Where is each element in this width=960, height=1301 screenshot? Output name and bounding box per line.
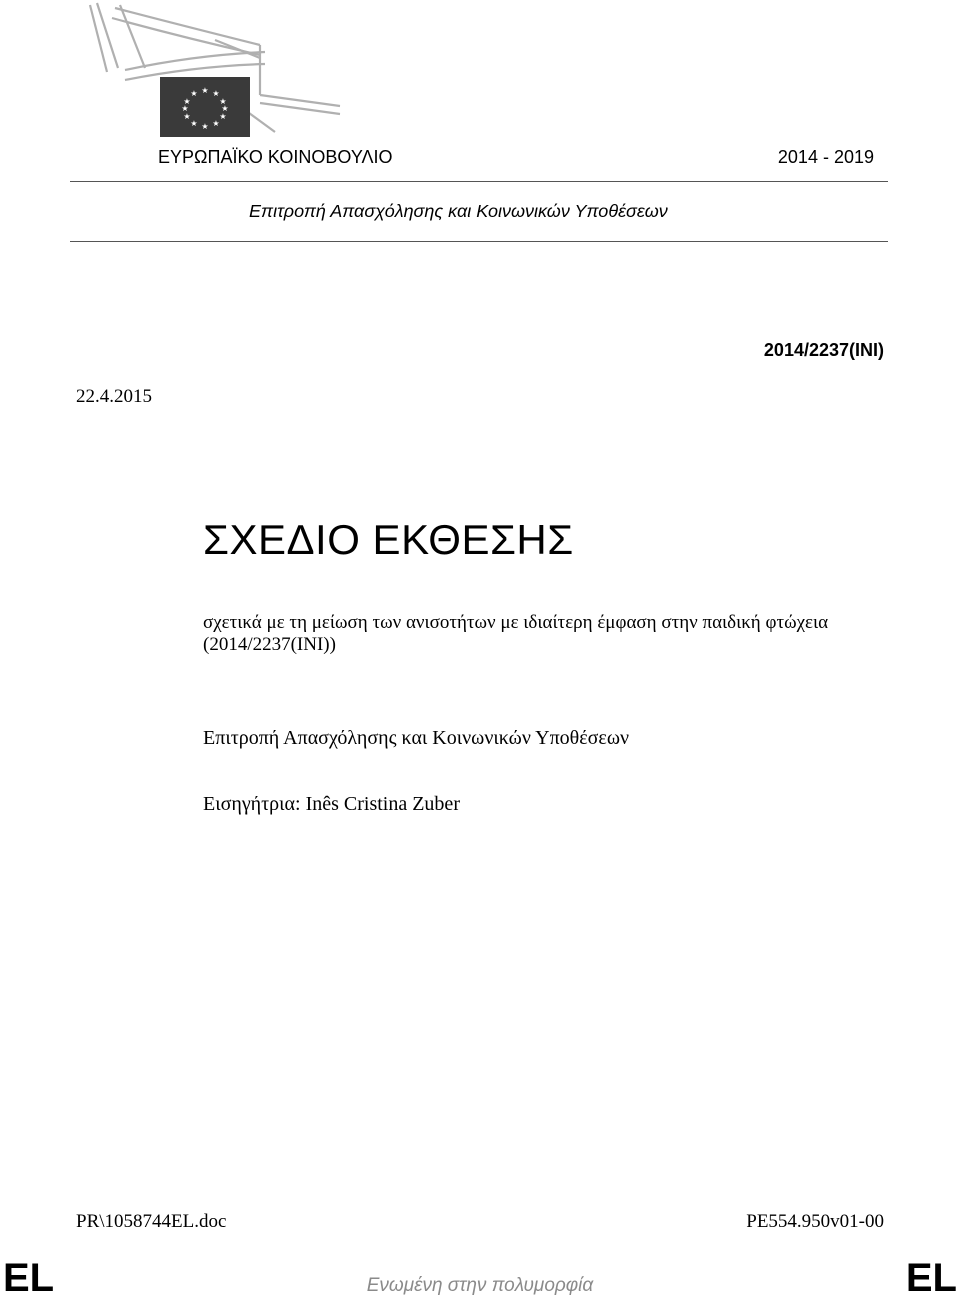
subject-procedure-ref: (2014/2237(INI))	[203, 634, 336, 655]
svg-text:★: ★	[212, 89, 220, 98]
european-parliament-logo-icon	[85, 0, 345, 140]
header-divider-bottom	[70, 241, 888, 242]
svg-text:★: ★	[219, 97, 227, 106]
svg-text:★: ★	[221, 104, 229, 113]
svg-text:★: ★	[201, 86, 209, 95]
eu-motto: Ενωμένη στην πολυμορφία	[366, 1275, 594, 1296]
svg-text:★: ★	[183, 97, 191, 106]
document-subject	[203, 612, 843, 656]
committee-header: Επιτροπή Απασχόλησης και Κοινωνικών Υποθέσεων	[249, 201, 668, 221]
svg-text:★: ★	[201, 122, 209, 131]
document-date: 22.4.2015	[76, 386, 152, 407]
svg-text:★: ★	[181, 104, 189, 113]
footer-document-reference: PR\1058744EL.doc	[76, 1211, 227, 1232]
svg-text:★: ★	[183, 112, 191, 121]
svg-text:★: ★	[212, 119, 220, 128]
parliamentary-term: 2014 - 2019	[777, 147, 874, 167]
language-code-right: EL	[905, 1256, 957, 1300]
subject-text: σχετικά με τη μείωση των ανισοτήτων με ιδιαίτερη έμφαση στην παιδική φτώχεια	[203, 612, 829, 633]
header-divider-top	[70, 181, 888, 182]
svg-text:★: ★	[190, 119, 198, 128]
document-title: ΣΧΕΔΙΟ ΕΚΘΕΣΗΣ	[203, 516, 574, 563]
language-code-left: EL	[3, 1256, 55, 1300]
svg-text:★: ★	[190, 89, 198, 98]
responsible-committee: Επιτροπή Απασχόλησης και Κοινωνικών Υποθέσεων	[203, 727, 630, 749]
footer-pe-number: PE554.950v01-00	[746, 1211, 884, 1232]
institution-name: ΕΥΡΩΠΑΪΚΟ ΚΟΙΝΟΒΟΥΛΙΟ	[158, 147, 393, 167]
rapporteur: Εισηγήτρια: Inês Cristina Zuber	[203, 793, 460, 815]
svg-text:★: ★	[219, 112, 227, 121]
procedure-reference: 2014/2237(INI)	[763, 340, 884, 360]
